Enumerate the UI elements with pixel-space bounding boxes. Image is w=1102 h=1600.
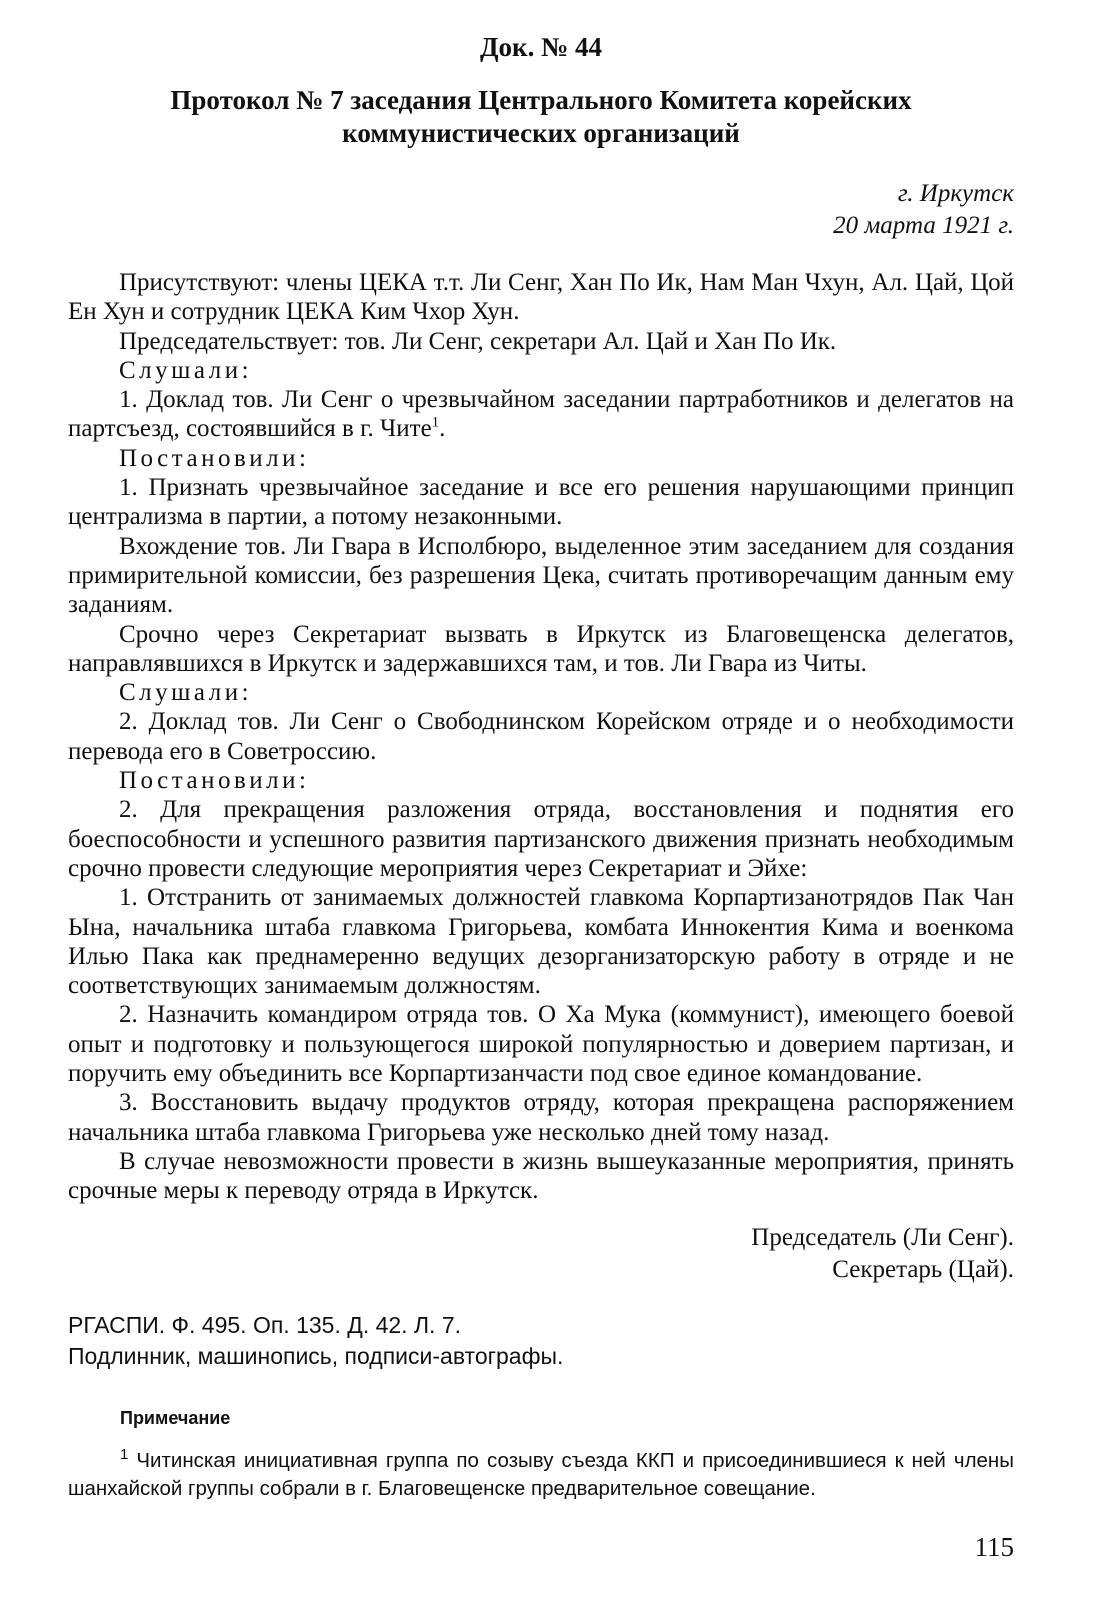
page-number: 115: [974, 1532, 1014, 1562]
title-line-1: Протокол № 7 заседания Центрального Комитета корейских: [170, 85, 912, 115]
place: г. Иркутск: [897, 180, 1014, 207]
archive-reference-block: [68, 1310, 1014, 1372]
footnote-paragraph: [68, 1447, 1014, 1503]
resolved-1-paragraph-1: 1. Признать чрезвычайное заседание и все его решения нарушающими принцип централизма в партии, а потому незаконными.: [68, 474, 1014, 531]
resolved-1-paragraph-3: Срочно через Секретариат вызвать в Иркутск из Благовещенска делегатов, направлявшихся в Иркутск и задержавшихся там, и тов. Ли Гвара из Читы.: [68, 620, 1014, 677]
signatures: [68, 1222, 1014, 1286]
footnote-ref[interactable]: 1: [431, 415, 440, 432]
notes-heading: Примечание: [120, 1407, 231, 1428]
heard-end-1: .: [439, 415, 446, 443]
place-date: [68, 178, 1014, 242]
archive-description: Подлинник, машинопись, подписи-автографы.: [68, 1342, 564, 1369]
document-page: [68, 22, 1014, 1503]
date: 20 марта 1921 г.: [833, 212, 1014, 239]
title-line-2: коммунистических организаций: [342, 118, 740, 148]
resolved-2-paragraph-1: 2. Для прекращения разложения отряда, восстановления и поднятия его боеспособности и успешного развития партизанского движения признать необходимым срочно провести следующие мероприятия через Секретариат и Эйхе:: [68, 796, 1014, 882]
heard-paragraph-1: [68, 385, 1014, 444]
resolved-2-paragraph-4: 3. Восстановить выдачу продуктов отряду, которая прекращена распоряжением начальника штаба главкома Григорьева уже несколько дней тому назад.: [68, 1089, 1014, 1146]
chairman-signature: Председатель (Ли Сенг).: [751, 1223, 1014, 1251]
doc-number: Док. № 44: [479, 32, 602, 62]
doc-title: [68, 84, 1014, 150]
present-paragraph: Присутствуют: члены ЦЕКА т.т. Ли Сенг, Хан По Ик, Нам Ман Чхун, Ал. Цай, Цой Ен Хун и сотрудник ЦЕКА Ким Чхор Хун.: [68, 269, 1014, 326]
chair-paragraph: Председательствует: тов. Ли Сенг, секретари Ал. Цай и Хан По Ик.: [119, 327, 837, 355]
footnote-text: Читинская инициативная группа по созыву съезда ККП и присоединившиеся к ней члены шанхайской группы собрали в г. Благовещенске предварительное совещание.: [68, 1448, 1014, 1500]
heard-label-2: Слушали:: [119, 679, 253, 707]
footnote-mark: 1: [120, 1445, 129, 1463]
resolved-label-2: Постановили:: [119, 767, 310, 795]
footnote: [68, 1447, 1014, 1503]
heard-label-1: Слушали:: [119, 356, 253, 384]
archive-reference: РГАСПИ. Ф. 495. Оп. 135. Д. 42. Л. 7.: [68, 1311, 462, 1338]
resolved-2-paragraph-3: 2. Назначить командиром отряда тов. О Ха Мука (коммунист), имеющего боевой опыт и подготовку и пользующегося широкой популярностью и доверием партизан, и поручить ему объединить все Корпартизанчасти под свое единое командование.: [68, 1001, 1014, 1088]
protocol-body: [68, 268, 1014, 1206]
resolved-2-paragraph-2: 1. Отстранить от занимаемых должностей главкома Корпартизанотрядов Пак Чан Ына, начальника штаба главкома Григорьева, комбата Иннокентия Кима и военкома Илью Пака как преднамеренно ведущих дезорганизаторскую работу в отряде и не соответствующих занимаемым должностям.: [68, 884, 1014, 1000]
resolved-1-paragraph-2: Вхождение тов. Ли Гвара в Исполбюро, выделенное этим заседанием для создания примирительной комиссии, без разрешения Цека, считать противоречащим данным ему заданиям.: [68, 532, 1014, 619]
secretary-signature: Секретарь (Цай).: [832, 1255, 1014, 1283]
resolved-2-paragraph-5: В случае невозможности провести в жизнь вышеуказанные мероприятия, принять срочные меры к переводу отряда в Иркутск.: [68, 1147, 1014, 1205]
heard-paragraph-2: 2. Доклад тов. Ли Сенг о Свободнинском Корейском отряде и о необходимости перевода его в Советроссию.: [68, 708, 1014, 765]
heard-text-1: 1. Доклад тов. Ли Сенг о чрезвычайном заседании партработников и делегатов на партсъезд, состоявшийся в г. Чите: [68, 386, 1014, 443]
resolved-label-1: Постановили:: [119, 444, 310, 472]
